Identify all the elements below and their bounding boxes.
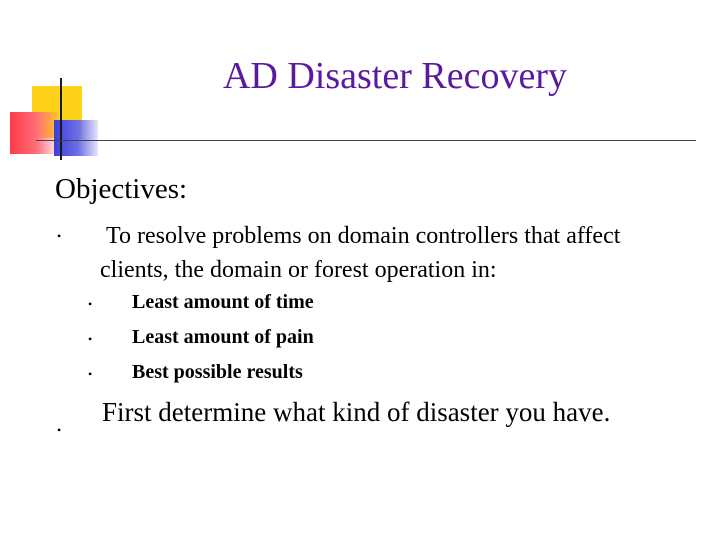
bullet-marker: • <box>57 229 62 243</box>
decorative-logo-blocks <box>0 0 110 170</box>
sub-bullet-marker: • <box>88 297 93 311</box>
bullet-item-resolve-problems <box>100 219 715 287</box>
slide-title: AD Disaster Recovery <box>222 55 567 97</box>
sub-bullet-marker: • <box>88 367 93 381</box>
logo-vertical-line <box>60 78 62 160</box>
bullet-marker: • <box>57 423 62 437</box>
bullet-item-determine-disaster: First determine what kind of disaster you have. <box>102 397 611 427</box>
sub-bullet-best-results: Best possible results <box>132 361 303 383</box>
logo-red-square <box>10 112 58 154</box>
sub-bullet-least-pain: Least amount of pain <box>132 326 314 348</box>
bullet-text-line: To resolve problems on domain controllers that affect <box>106 223 621 249</box>
objectives-heading: Objectives: <box>55 173 188 205</box>
sub-bullet-least-time: Least amount of time <box>132 291 314 313</box>
title-divider-line <box>36 140 696 141</box>
sub-bullet-marker: • <box>88 332 93 346</box>
bullet-text-line: clients, the domain or forest operation in: <box>100 257 497 283</box>
